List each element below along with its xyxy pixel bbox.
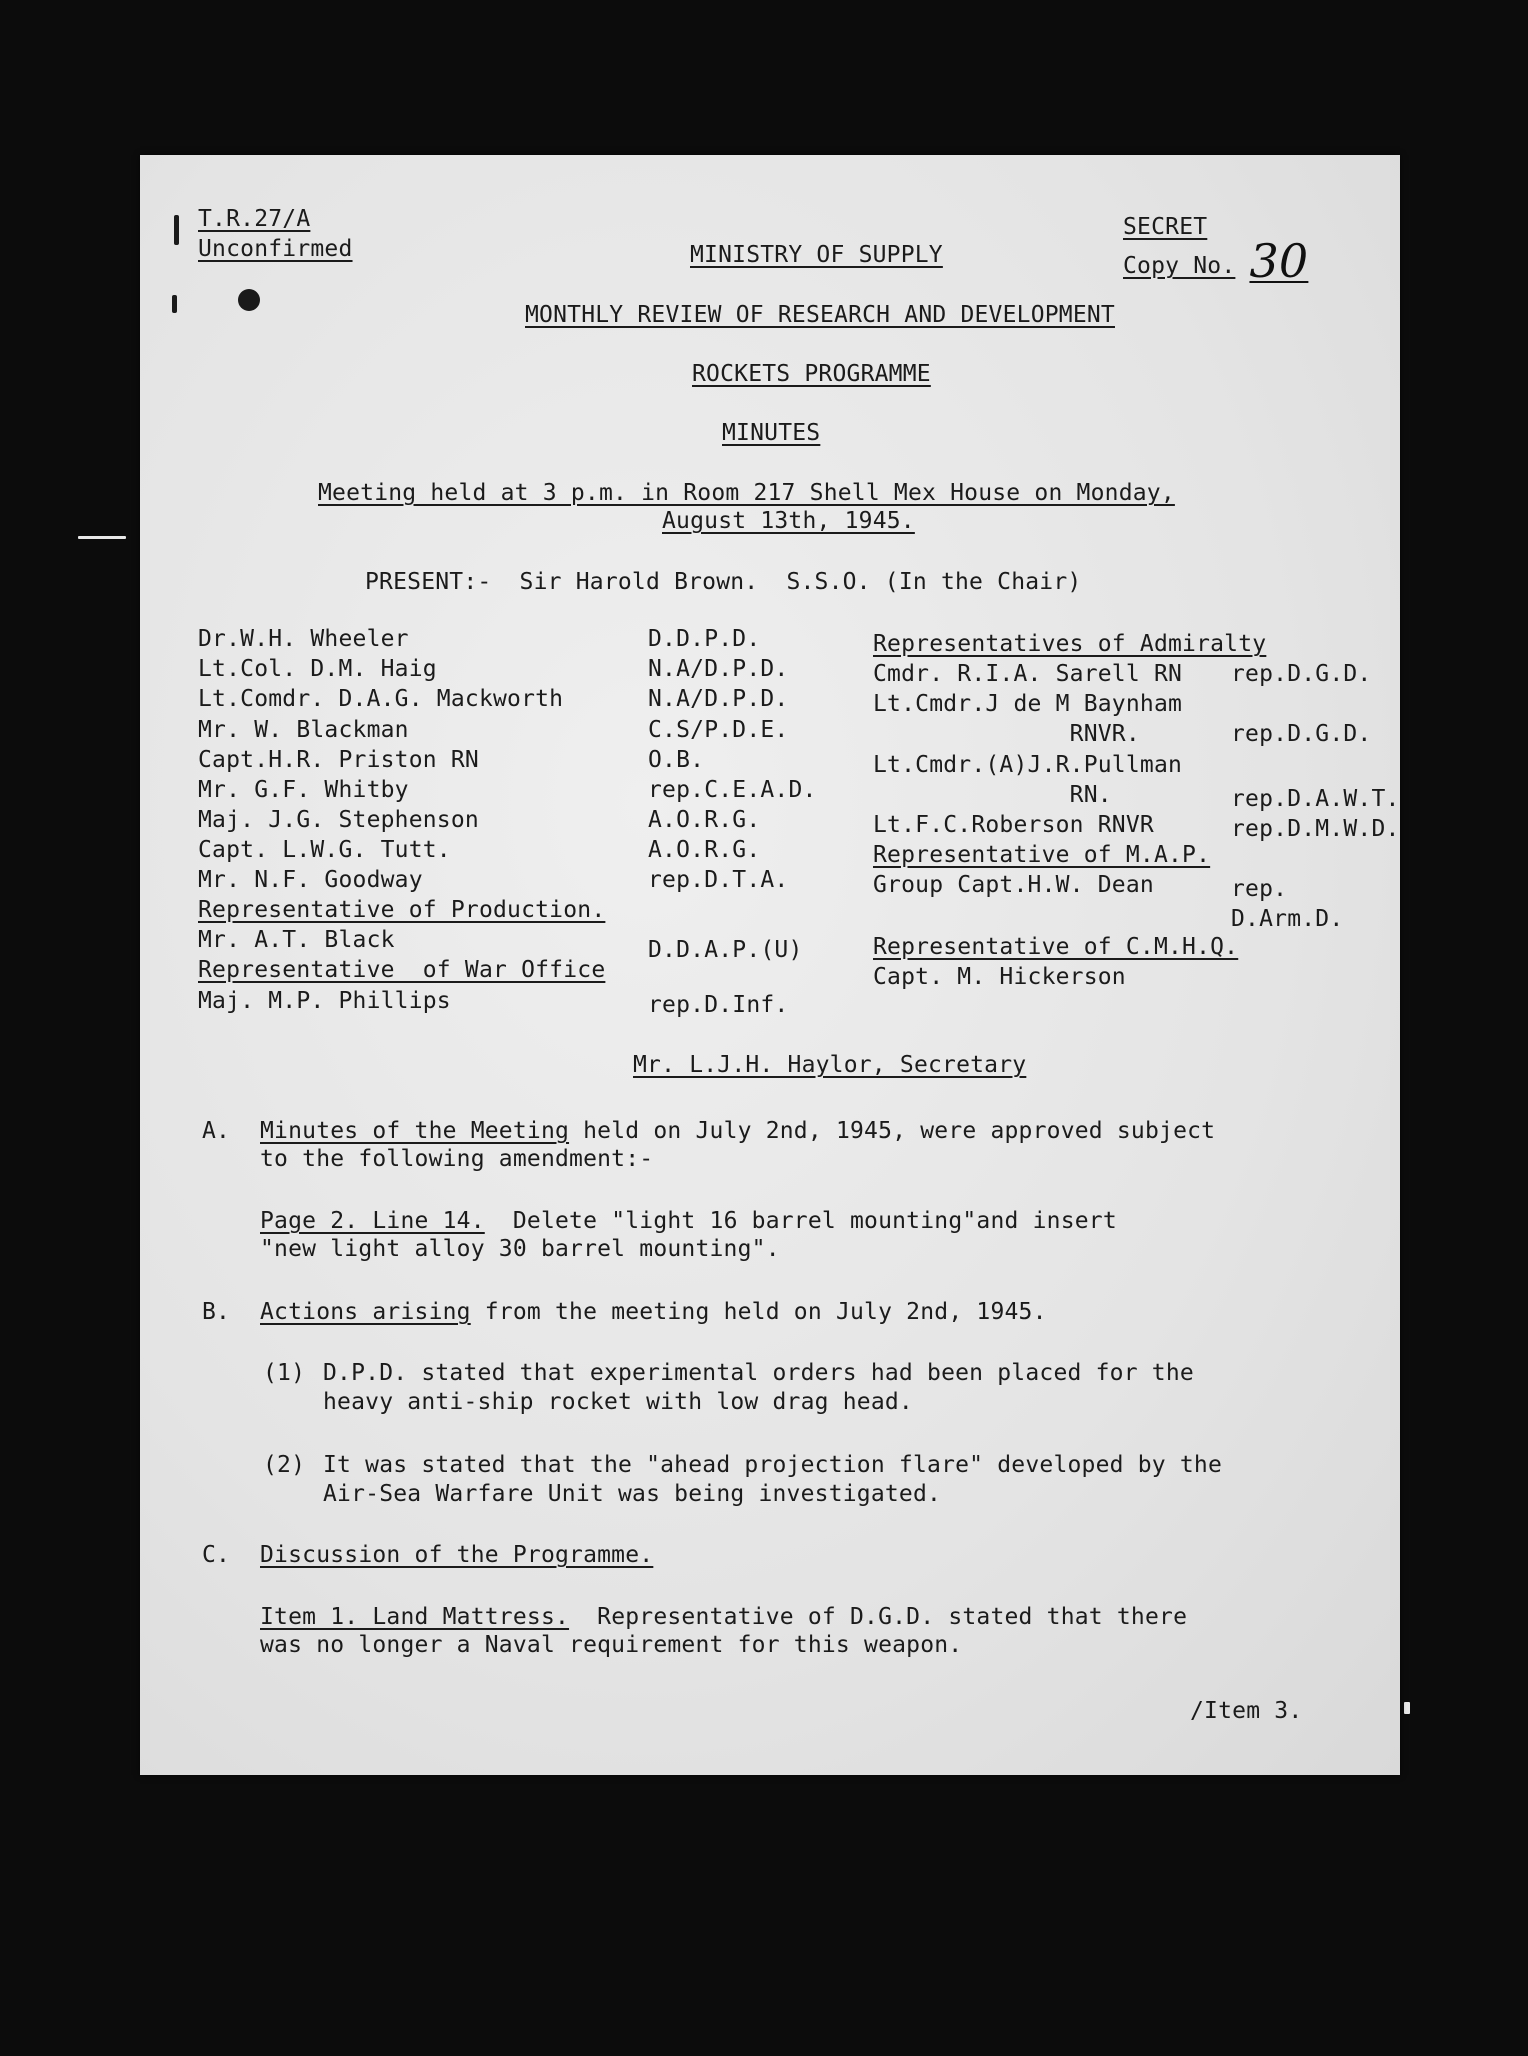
action-item-line: Air-Sea Warfare Unit was being investigated. [323, 1481, 942, 1507]
present-label: PRESENT:- [365, 569, 492, 595]
attendee-name: Maj. J.G. Stephenson [198, 807, 479, 833]
attendee-name: Maj. M.P. Phillips [198, 988, 451, 1014]
present-line [365, 568, 1081, 596]
attendee-role: rep. [1231, 876, 1288, 902]
attendee-name: Mr. W. Blackman [198, 717, 409, 743]
ink-blot [238, 289, 260, 311]
action-item-line: D.P.D. stated that experimental orders had been placed for the [323, 1360, 1194, 1386]
ink-blot [174, 215, 179, 245]
cmhq-heading: Representative of C.M.H.Q. [873, 934, 1239, 960]
section-a-heading: Minutes of the Meeting [260, 1118, 570, 1144]
amendment-reference: Page 2. Line 14. [260, 1208, 485, 1234]
continuation-marker: /Item 3. [1190, 1698, 1303, 1724]
attendee-role: N.A/D.P.D. [648, 686, 789, 712]
admiralty-heading: Representatives of Admiralty [873, 631, 1267, 657]
attendee-name: Capt. M. Hickerson [873, 964, 1126, 990]
programme-item-line2: was no longer a Naval requirement for this weapon. [260, 1632, 963, 1658]
copy-number-label: Copy No. 30 [1123, 234, 1309, 288]
meeting-details-line1: Meeting held at 3 p.m. in Room 217 Shell Mex House on Monday, [318, 480, 1175, 506]
attendee-name: Lt.Col. D.M. Haig [198, 656, 437, 682]
programme-item-reference: Item 1. Land Mattress. [260, 1604, 570, 1630]
attendee-role: rep.D.G.D. [1231, 661, 1372, 687]
programme-title: ROCKETS PROGRAMME [692, 361, 931, 387]
section-a-letter: A. [202, 1118, 231, 1144]
attendee-name: Lt.Cmdr.J de M Baynham [873, 691, 1183, 717]
attendee-role: D.Arm.D. [1231, 906, 1344, 932]
attendee-name: Cmdr. R.I.A. Sarell RN [873, 661, 1183, 687]
scan-speck [78, 536, 126, 539]
attendee-name: Capt. L.W.G. Tutt. [198, 837, 451, 863]
amendment-line2: "new light alloy 30 barrel mounting". [260, 1236, 780, 1262]
attendee-name: Lt.F.C.Roberson RNVR [873, 812, 1154, 838]
secretary-line: Mr. L.J.H. Haylor, Secretary [633, 1052, 1027, 1078]
attendee-role: A.O.R.G. [648, 807, 761, 833]
action-item-number: (2) [263, 1452, 306, 1478]
attendee-name: Lt.Cmdr.(A)J.R.Pullman [873, 752, 1183, 778]
attendee-role: C.S/P.D.E. [648, 717, 789, 743]
action-item-number: (1) [263, 1360, 306, 1386]
action-item-line: heavy anti-ship rocket with low drag head. [323, 1389, 913, 1415]
document-page [140, 155, 1400, 1775]
attendee-name: Lt.Comdr. D.A.G. Mackworth [198, 686, 564, 712]
attendee-name: RN. [873, 782, 1112, 808]
ink-blot [172, 295, 177, 313]
attendee-name: Mr. A.T. Black [198, 927, 395, 953]
map-heading: Representative of M.A.P. [873, 842, 1211, 868]
scan-speck [1404, 1702, 1410, 1714]
minutes-title: MINUTES [722, 420, 821, 446]
war-office-heading: Representative of War Office [198, 957, 606, 983]
attendee-role: rep.D.Inf. [648, 992, 789, 1018]
section-c-letter: C. [202, 1542, 231, 1568]
section-b-heading: Actions arising [260, 1299, 471, 1325]
ministry-heading: MINISTRY OF SUPPLY [690, 242, 943, 268]
attendee-name: RNVR. [873, 721, 1140, 747]
attendee-role: D.D.A.P.(U) [648, 937, 803, 963]
classification-label: SECRET [1123, 214, 1208, 240]
section-a-line1: Minutes of the Meeting held on July 2nd, 1945, were approved subject [260, 1118, 1216, 1144]
amendment-line1: Page 2. Line 14. Delete "light 16 barrel mounting"and insert [260, 1208, 1117, 1234]
section-b-line: Actions arising from the meeting held on July 2nd, 1945. [260, 1299, 1047, 1325]
attendee-role: D.D.P.D. [648, 626, 761, 652]
attendee-role: rep.D.M.W.D. [1231, 816, 1400, 842]
section-b-letter: B. [202, 1299, 231, 1325]
attendee-name: Dr.W.H. Wheeler [198, 626, 409, 652]
attendee-role: rep.D.A.W.T. [1231, 786, 1400, 812]
attendee-name: Mr. G.F. Whitby [198, 777, 409, 803]
section-c-heading: Discussion of the Programme. [260, 1542, 654, 1568]
programme-item-line1: Item 1. Land Mattress. Representative of D.G.D. stated that there [260, 1604, 1188, 1630]
action-item-line: It was stated that the "ahead projection flare" developed by the [323, 1452, 1223, 1478]
attendee-name: Capt.H.R. Priston RN [198, 747, 479, 773]
review-title: MONTHLY REVIEW OF RESEARCH AND DEVELOPMENT [525, 302, 1115, 328]
attendee-role: rep.D.T.A. [648, 867, 789, 893]
attendee-role: A.O.R.G. [648, 837, 761, 863]
section-a-line2: to the following amendment:- [260, 1146, 654, 1172]
attendee-role: rep.C.E.A.D. [648, 777, 817, 803]
attendee-role: O.B. [648, 747, 705, 773]
attendee-name: Mr. N.F. Goodway [198, 867, 423, 893]
document-reference: T.R.27/A [198, 206, 311, 232]
document-status: Unconfirmed [198, 236, 353, 262]
meeting-details-line2: August 13th, 1945. [662, 508, 915, 534]
attendee-name: Group Capt.H.W. Dean [873, 872, 1154, 898]
attendee-role: N.A/D.P.D. [648, 656, 789, 682]
production-heading: Representative of Production. [198, 897, 606, 923]
attendee-role: rep.D.G.D. [1231, 721, 1372, 747]
chair-name: Sir Harold Brown. S.S.O. (In the Chair) [519, 569, 1082, 595]
copy-number-handwritten: 30 [1249, 234, 1309, 288]
